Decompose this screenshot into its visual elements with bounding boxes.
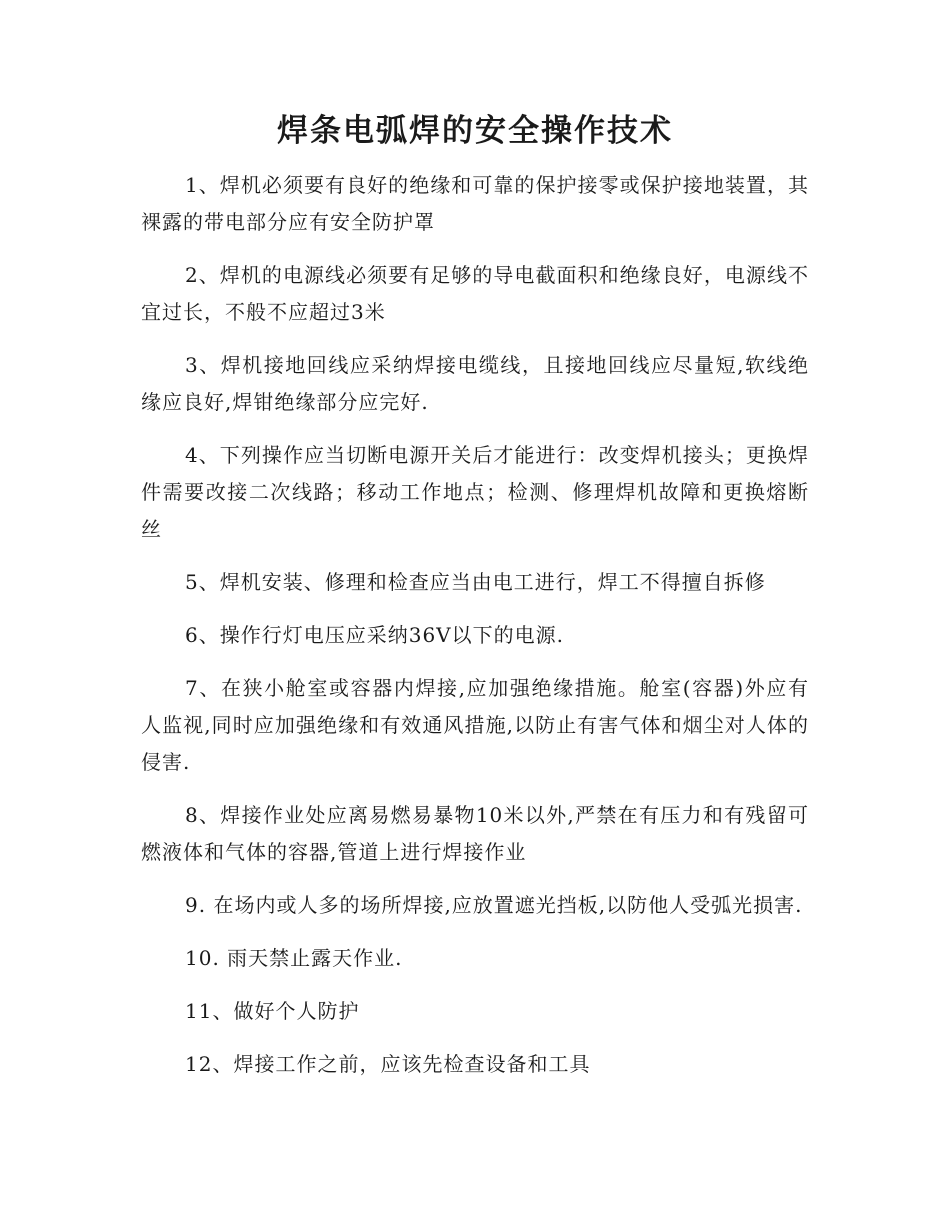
paragraph-9: 9. 在场内或人多的场所焊接,应放置遮光挡板,以防他人受弧光损害. — [185, 893, 803, 917]
paragraph-11: 11、做好个人防护 — [185, 999, 360, 1023]
paragraph-7: 7、在狭小舱室或容器内焊接,应加强绝缘措施。舱室(容器)外应有人监视,同时应加强绝缘和有效通风措施,以防止有害气体和烟尘对人体的侵害. — [141, 676, 809, 774]
paragraph-5: 5、焊机安装、修理和检查应当由电工进行，焊工不得擅自拆修 — [185, 570, 766, 594]
paragraph-8: 8、焊接作业处应离易燃易暴物10米以外,严禁在有压力和有残留可燃液体和气体的容器,管道上进行焊接作业 — [141, 803, 809, 864]
document-body — [141, 167, 809, 1099]
paragraph-10: 10. 雨天禁止露天作业. — [185, 946, 403, 970]
paragraph-3: 3、焊机接地回线应采纳焊接电缆线，且接地回线应尽量短,软线绝缘应良好,焊钳绝缘部分应完好. — [141, 353, 809, 414]
paragraph-6: 6、操作行灯电压应采纳36V以下的电源. — [185, 623, 564, 647]
paragraph-12: 12、焊接工作之前，应该先检查设备和工具 — [185, 1052, 591, 1076]
paragraph-1: 1、焊机必须要有良好的绝缘和可靠的保护接零或保护接地装置，其裸露的带电部分应有安全防护罩 — [141, 173, 809, 234]
paragraph-4: 4、下列操作应当切断电源开关后才能进行：改变焊机接头；更换焊件需要改接二次线路；移动工作地点；检测、修理焊机故障和更换熔断丝 — [141, 443, 809, 541]
paragraph-2: 2、焊机的电源线必须要有足够的导电截面积和绝缘良好，电源线不宜过长，不般不应超过3米 — [141, 263, 809, 324]
document-title: 焊条电弧焊的安全操作技术 — [277, 113, 673, 149]
